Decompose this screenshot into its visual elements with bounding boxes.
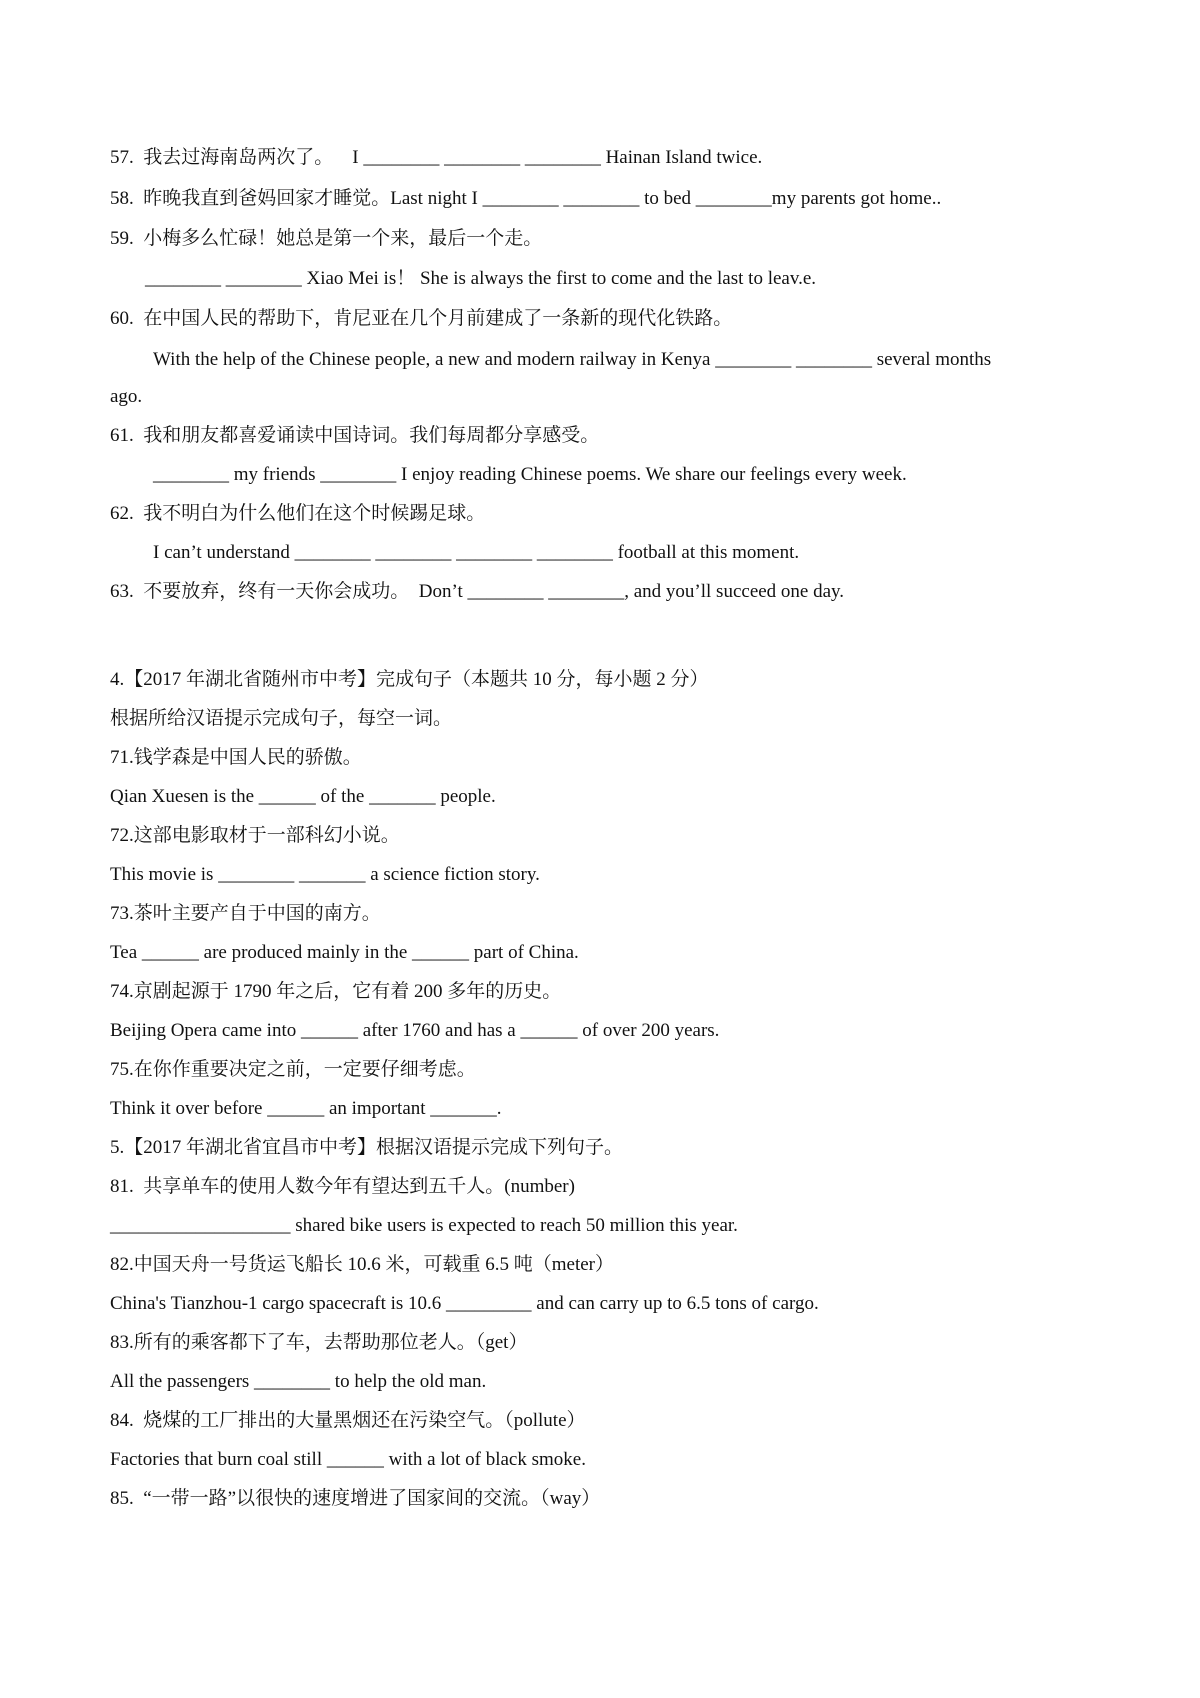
- question-59-prompt: 59. 小梅多么忙碌！她总是第一个来，最后一个走。: [110, 228, 543, 249]
- question-59-sentence: ________ ________ Xiao Mei is！ She is always the first to come and the last to leav.e.: [145, 268, 817, 289]
- question-60-sentence-cont: ago.: [110, 386, 143, 407]
- question-71-sentence: Qian Xuesen is the ______ of the _______ people.: [110, 786, 496, 807]
- question-73-sentence: Tea ______ are produced mainly in the ______ part of China.: [110, 942, 579, 963]
- section-5-heading: 5.【2017 年湖北省宜昌市中考】根据汉语提示完成下列句子。: [110, 1137, 624, 1158]
- question-71-prompt: 71.钱学森是中国人民的骄傲。: [110, 747, 362, 768]
- question-74-prompt: 74.京剧起源于 1790 年之后，它有着 200 多年的历史。: [110, 981, 562, 1002]
- question-61-prompt: 61. 我和朋友都喜爱诵读中国诗词。我们每周都分享感受。: [110, 425, 600, 446]
- question-58: 58. 昨晚我直到爸妈回家才睡觉。Last night I ________ ________ to bed ________my parents got home..: [110, 188, 942, 209]
- question-63: 63. 不要放弃，终有一天你会成功。 Don’t ________ ________, and you’ll succeed one day.: [110, 581, 845, 602]
- question-60-sentence: With the help of the Chinese people, a new and modern railway in Kenya ________ ________ several months: [153, 349, 992, 370]
- question-62-prompt: 62. 我不明白为什么他们在这个时候踢足球。: [110, 503, 486, 524]
- question-82-sentence: China's Tianzhou-1 cargo spacecraft is 10.6 _________ and can carry up to 6.5 tons of cargo.: [110, 1293, 819, 1314]
- question-75-sentence: Think it over before ______ an important _______.: [110, 1098, 502, 1119]
- section-4-heading: 4.【2017 年湖北省随州市中考】完成句子（本题共 10 分，每小题 2 分）: [110, 669, 709, 690]
- section-4-instruction: 根据所给汉语提示完成句子，每空一词。: [110, 708, 453, 729]
- question-83-prompt: 83.所有的乘客都下了车，去帮助那位老人。（get）: [110, 1332, 528, 1353]
- question-61-sentence: ________ my friends ________ I enjoy reading Chinese poems. We share our feelings every week.: [153, 464, 907, 485]
- question-82-prompt: 82.中国天舟一号货运飞船长 10.6 米，可载重 6.5 吨（meter）: [110, 1254, 615, 1275]
- question-85-prompt: 85. “一带一路”以很快的速度增进了国家间的交流。（way）: [110, 1488, 601, 1509]
- question-72-prompt: 72.这部电影取材于一部科幻小说。: [110, 825, 400, 846]
- question-57: 57. 我去过海南岛两次了。 I ________ ________ ________ Hainan Island twice.: [110, 147, 763, 168]
- question-62-sentence: I can’t understand ________ ________ ________ ________ football at this moment.: [153, 542, 800, 563]
- question-84-prompt: 84. 烧煤的工厂排出的大量黑烟还在污染空气。（pollute）: [110, 1410, 586, 1431]
- question-81-prompt: 81. 共享单车的使用人数今年有望达到五千人。(number): [110, 1176, 575, 1197]
- question-73-prompt: 73.茶叶主要产自于中国的南方。: [110, 903, 381, 924]
- question-60-prompt: 60. 在中国人民的帮助下，肯尼亚在几个月前建成了一条新的现代化铁路。: [110, 308, 733, 329]
- question-83-sentence: All the passengers ________ to help the old man.: [110, 1371, 487, 1392]
- question-74-sentence: Beijing Opera came into ______ after 1760 and has a ______ of over 200 years.: [110, 1020, 720, 1041]
- question-72-sentence: This movie is ________ _______ a science fiction story.: [110, 864, 540, 885]
- question-81-sentence: ___________________ shared bike users is expected to reach 50 million this year.: [110, 1215, 738, 1236]
- question-75-prompt: 75.在你作重要决定之前，一定要仔细考虑。: [110, 1059, 476, 1080]
- question-84-sentence: Factories that burn coal still ______ with a lot of black smoke.: [110, 1449, 586, 1470]
